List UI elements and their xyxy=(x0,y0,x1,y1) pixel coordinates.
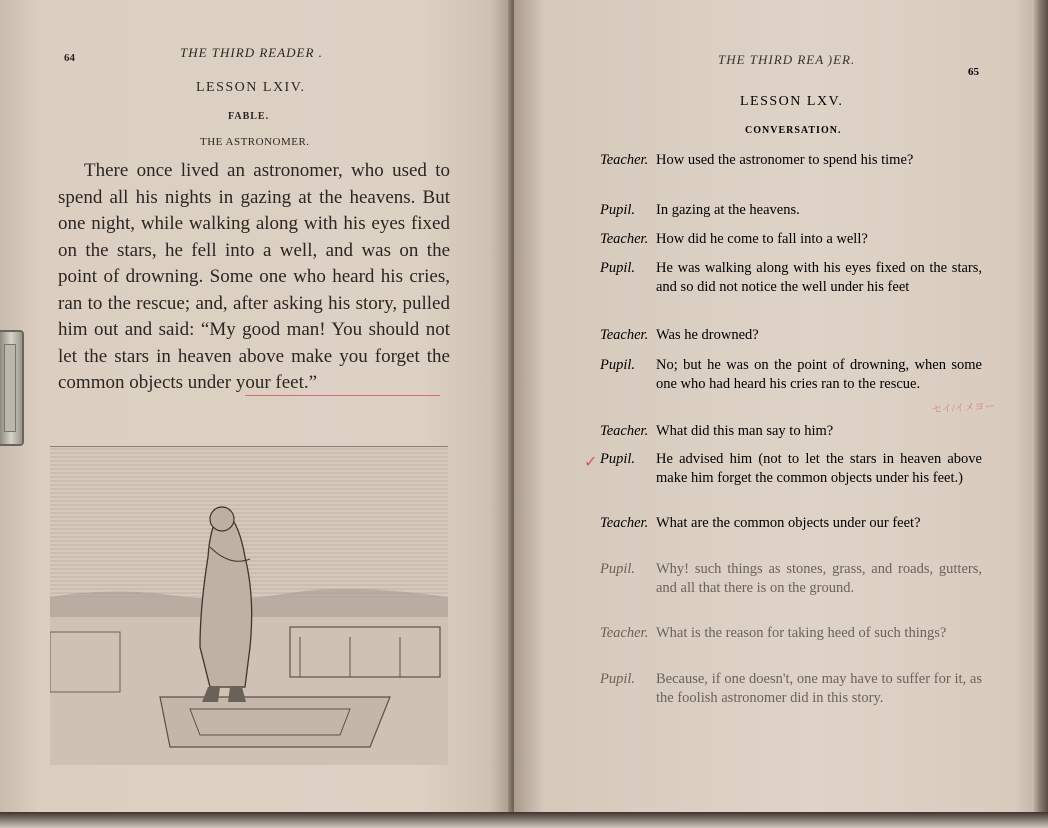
lesson-lxiv-title: LESSON LXIV. xyxy=(196,80,306,95)
astronomer-illustration xyxy=(50,446,448,765)
speaker: Teacher. xyxy=(600,423,649,439)
pencil-margin-note: セイ/イメヨー xyxy=(931,401,995,416)
line-text: Was he drowned? xyxy=(656,327,759,343)
story-title: THE ASTRONOMER. xyxy=(200,136,310,148)
lesson-lxv-title: LESSON LXV. xyxy=(740,94,844,109)
left-running-head: THE THIRD READER . xyxy=(180,45,323,60)
line-text: How did he come to fall into a well? xyxy=(656,231,868,247)
line-text: In gazing at the heavens. xyxy=(656,202,800,218)
line-text: What is the reason for taking heed of such things? xyxy=(656,625,947,641)
line-text: How used the astronomer to spend his time? xyxy=(656,152,914,168)
left-page xyxy=(0,0,512,815)
clip-inner xyxy=(4,344,16,432)
page-edge xyxy=(1032,0,1048,815)
fable-paragraph: There once lived an astronomer, who used to spend all his nights in gazing at the heavens. But one night, while walking along with his eyes fixed on the stars, he fell into a well, and was on the point of drowning. Some one who heard his cries, ran to the rescue; and, after asking his story, pulled him out and said: “My good man! You should not let the stars in heaven above make you forget the common objects under your feet.” xyxy=(58,160,450,393)
line-text: Why! such things as stones, grass, and roads, gutters, and all that there is on the ground. xyxy=(656,561,982,596)
speaker: Teacher. xyxy=(600,625,649,641)
line-text: What did this man say to him? xyxy=(656,423,834,439)
speaker: Pupil. xyxy=(600,357,636,373)
red-underline xyxy=(245,395,440,396)
speaker: Pupil. xyxy=(600,260,636,276)
speaker: Pupil. xyxy=(600,451,636,467)
conversation-label: CONVERSATION. xyxy=(745,125,842,136)
line-text: Because, if one doesn't, one may have to suffer for it, as the foolish astronomer did in this story. xyxy=(656,671,982,706)
speaker: Teacher. xyxy=(600,152,649,168)
speaker: Pupil. xyxy=(600,202,636,218)
illustration-drawing xyxy=(50,447,448,765)
right-page-number: 65 xyxy=(968,66,979,78)
line-text: He was walking along with his eyes fixed on the stars, and so did not notice the well under his feet xyxy=(656,260,982,295)
line-text: He advised him (not to let the stars in heaven above make him forget the common objects under his feet.) xyxy=(656,451,982,486)
speaker: Teacher. xyxy=(600,515,649,531)
table-surface xyxy=(0,812,1048,828)
red-check-mark: ✓ xyxy=(584,454,598,471)
speaker: Pupil. xyxy=(600,671,636,687)
line-text: No; but he was on the point of drowning, when some one who had heard his cries ran to the rescue. xyxy=(656,357,982,392)
speaker: Teacher. xyxy=(600,327,649,343)
fable-label: FABLE. xyxy=(228,111,270,122)
speaker: Teacher. xyxy=(600,231,649,247)
speaker: Pupil. xyxy=(600,561,636,577)
line-text: What are the common objects under our feet? xyxy=(656,515,921,531)
right-running-head: THE THIRD REA )ER. xyxy=(718,52,856,67)
binder-clip xyxy=(0,330,24,446)
left-page-number: 64 xyxy=(64,52,75,64)
